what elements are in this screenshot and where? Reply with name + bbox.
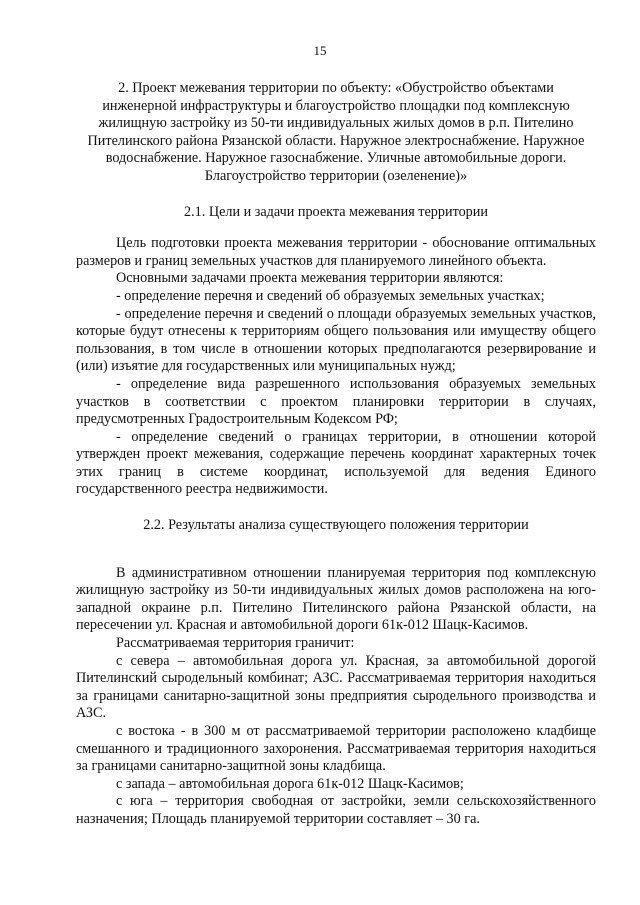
section-2-1-title: 2.1. Цели и задачи проекта межевания территории bbox=[184, 203, 488, 220]
border-south: с юга – территория свободная от застройки, земли сельскохозяйственного назначения; Площадь планируемой территории составляет – 30 га. bbox=[76, 793, 596, 827]
section-2-title bbox=[76, 80, 596, 186]
spacer bbox=[76, 549, 596, 565]
document-body bbox=[76, 80, 596, 829]
section-2-title-line: 2. Проект межевания территории по объекту: «Обустройство объектами bbox=[118, 80, 554, 96]
goal-paragraph: Цель подготовки проекта межевания территории - обоснование оптимальных размеров и границ земельных участков для планируемого линейного объекта. bbox=[76, 235, 596, 269]
section-2-title-line: жилищную застройку из 50-ти индивидуальных жилых домов в р.п. Пителино bbox=[98, 115, 574, 132]
task-item: - определение сведений о границах территории, в отношении которой утвержден проект межевания, содержащие перечень координат характерных точек этих границ в системе координат, используемой для ведения Единого государственного реестра недвижимости. bbox=[76, 428, 596, 498]
border-west: с запада – автомобильная дорога 61к-012 Шацк-Касимов; bbox=[116, 775, 464, 792]
border-north: с севера – автомобильная дорога ул. Красная, за автомобильной дорогой Пителинский сыродельный комбинат; АЗС. Рассматриваемая территория находиться за границами санитарно-защитной зоны предприятия сыродельного производства и АЗС. bbox=[76, 652, 596, 722]
section-2-title-line: водоснабжение. Наружное газоснабжение. Уличные автомобильные дороги. bbox=[105, 150, 567, 167]
task-item: - определение перечня и сведений об образуемых земельных участках; bbox=[116, 287, 545, 304]
section-2-title-line: Благоустройство территории (озеленение)» bbox=[204, 167, 468, 184]
section-2-title-line: инженерной инфраструктуры и благоустройство площадки под комплексную bbox=[102, 97, 570, 114]
location-paragraph: В административном отношении планируемая территория под комплексную жилищную застройку из 50-ти индивидуальных жилых домов расположена на юго-западной окраине р.п. Пителино Пителинского района Рязанской области, на пересечении ул. Красная и автомобильной дороги 61к-012 Шацк-Касимов. bbox=[76, 564, 596, 634]
border-east: с востока - в 300 м от рассматриваемой территории расположено кладбище смешанного и традиционного захоронения. Рассматриваемая территория находиться за границами санитарно-защитной зоны кладбища. bbox=[76, 723, 596, 775]
task-item: - определение вида разрешенного использования образуемых земельных участков в соответствии с проектом планировки территории в случаях, предусмотренных Градостроительным Кодексом РФ; bbox=[76, 375, 596, 428]
section-2-title-line: Пителинского района Рязанской области. Наружное электроснабжение. Наружное bbox=[87, 132, 585, 149]
tasks-intro: Основными задачами проекта межевания территории являются: bbox=[116, 270, 504, 287]
page-number: 15 bbox=[313, 43, 327, 58]
task-item: - определение перечня и сведений о площади образуемых земельных участков, которые будут отнесены к территориям общего пользования или имуществу общего пользования, в том числе в отношении которых предполагаются резервирование и (или) изъятие для государственных или муниципальных нужд; bbox=[76, 305, 596, 375]
section-2-2-title: 2.2. Результаты анализа существующего положения территории bbox=[143, 517, 529, 534]
borders-intro: Рассматриваемая территория граничит: bbox=[116, 635, 355, 652]
